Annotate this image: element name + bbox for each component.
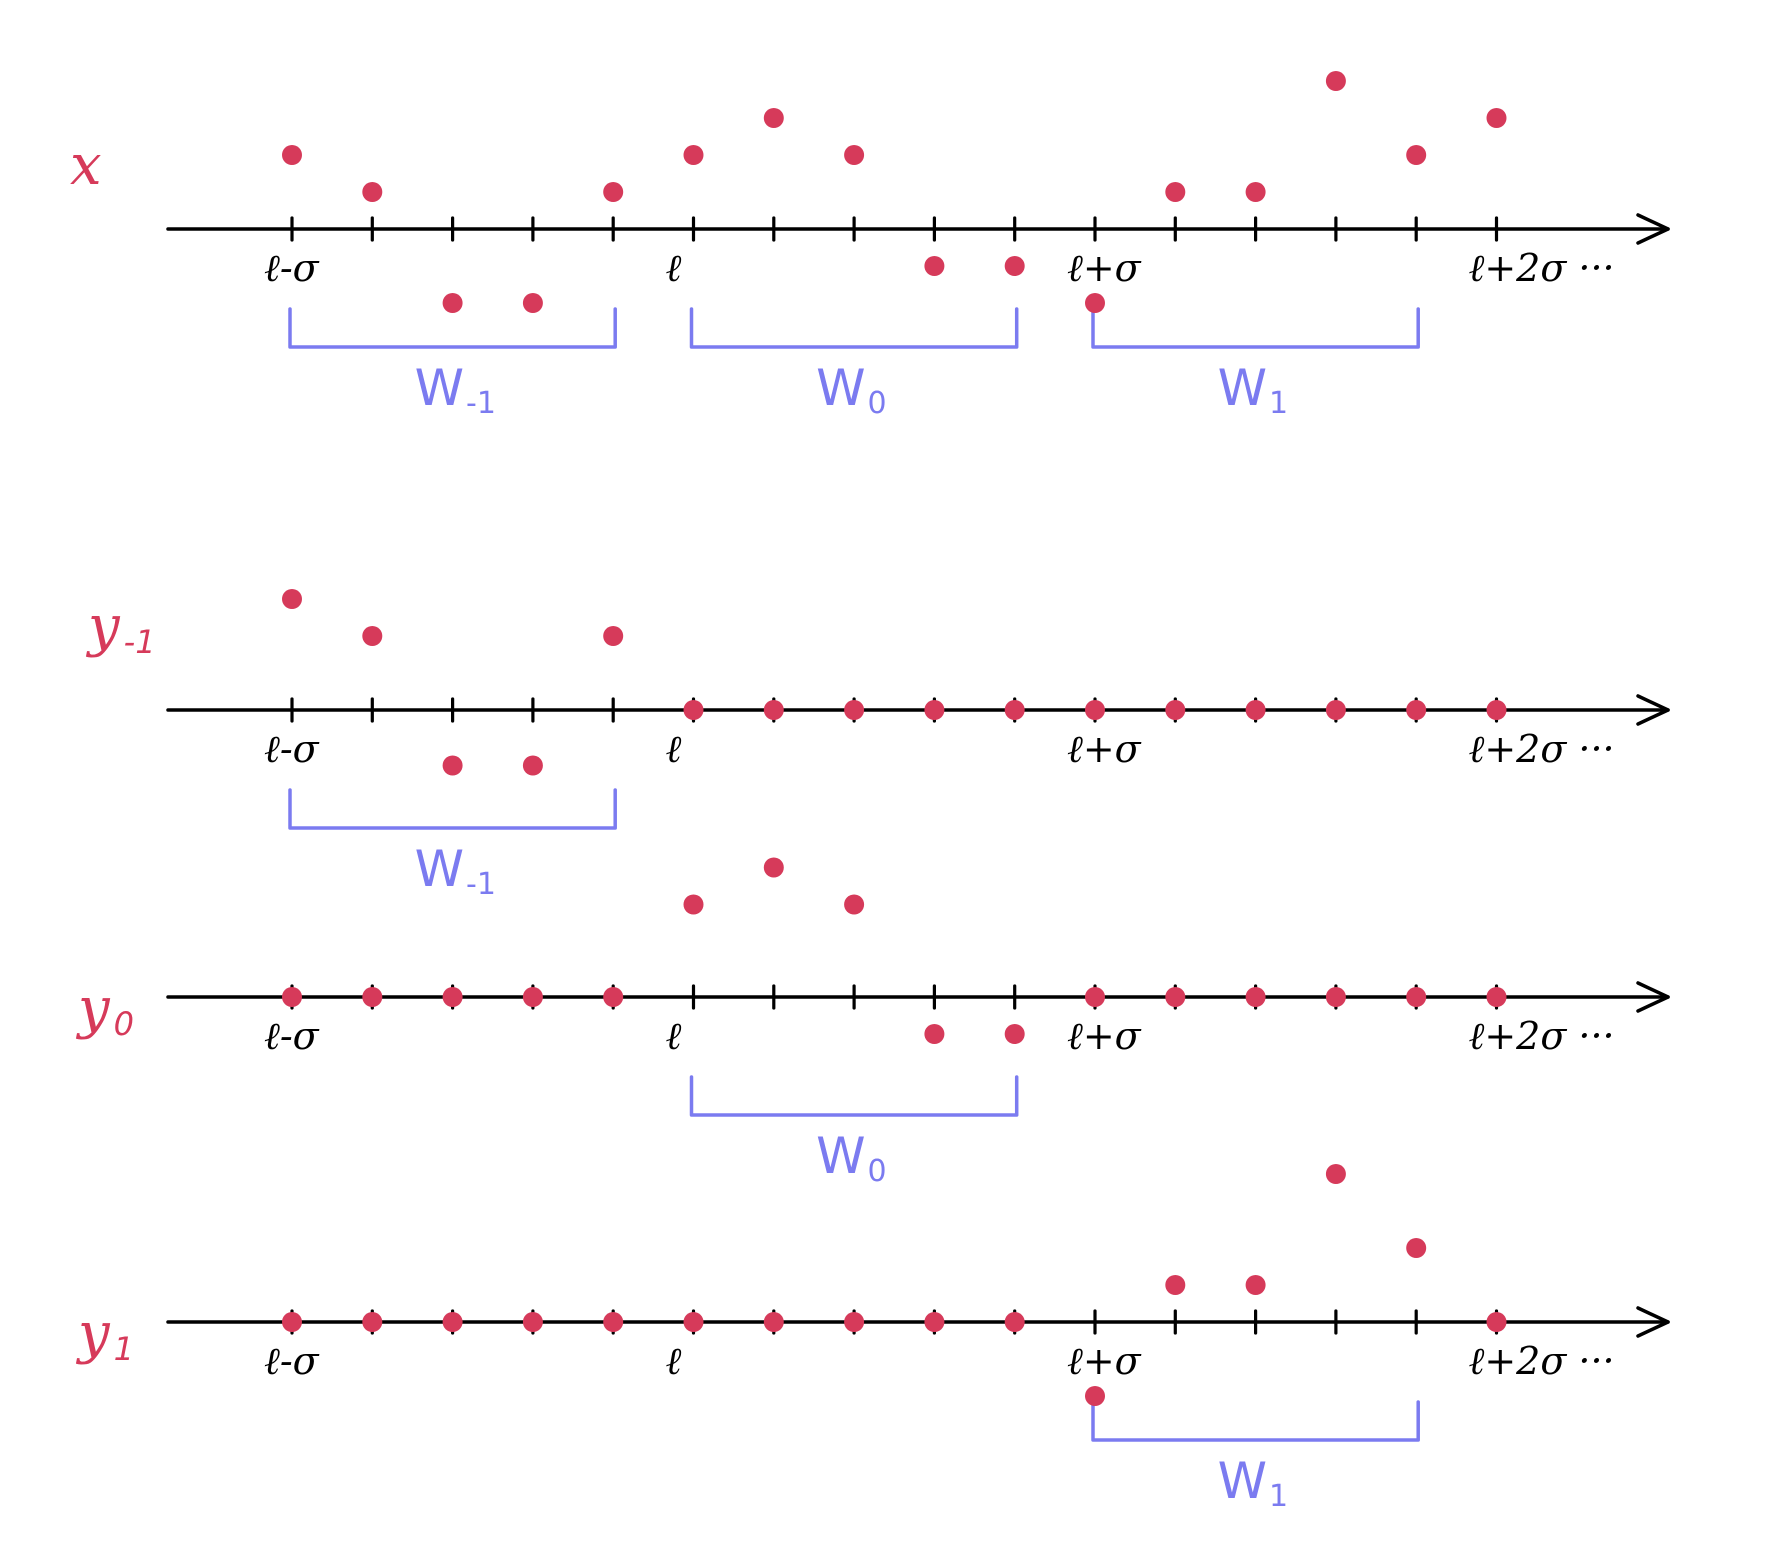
data-point — [603, 987, 623, 1007]
data-point — [844, 145, 864, 165]
tick-label-: ℓ — [665, 727, 682, 771]
data-point — [1165, 1275, 1185, 1295]
tick-label-: ℓ — [665, 1339, 682, 1383]
data-point — [924, 1312, 944, 1332]
data-point — [924, 1024, 944, 1044]
tick-label-: ℓ+σ — [1067, 1014, 1141, 1058]
tick-label-: ℓ-σ — [264, 1339, 319, 1383]
series-label-subscript: 0 — [113, 1005, 134, 1043]
data-point — [764, 858, 784, 878]
data-point — [1326, 71, 1346, 91]
data-point — [1246, 182, 1266, 202]
data-point — [1085, 1386, 1105, 1406]
data-point — [1487, 1312, 1507, 1332]
window-label-w0 — [816, 359, 887, 421]
data-point — [1326, 1164, 1346, 1184]
data-point — [1085, 293, 1105, 313]
window-label-main: W — [816, 1127, 866, 1185]
series-label-y0 — [75, 976, 134, 1043]
window-bracket-w1 — [1093, 1402, 1418, 1440]
series-label-main: x — [70, 133, 102, 198]
data-point — [684, 700, 704, 720]
window-label-subscript: 0 — [867, 386, 887, 421]
tick-label-: ℓ — [665, 1014, 682, 1058]
data-point — [523, 1312, 543, 1332]
data-point — [1326, 700, 1346, 720]
data-point — [1246, 700, 1266, 720]
data-point — [1005, 1312, 1025, 1332]
tick-label-2: ℓ+2σ ··· — [1468, 1339, 1615, 1383]
data-point — [523, 987, 543, 1007]
data-point — [603, 1312, 623, 1332]
window-bracket-w1 — [1093, 309, 1418, 347]
series-panel-x — [70, 71, 1668, 421]
data-point — [764, 1312, 784, 1332]
data-point — [844, 700, 864, 720]
data-point — [1246, 987, 1266, 1007]
series-label-subscript: 1 — [113, 1330, 134, 1368]
window-label-subscript: 1 — [1269, 1479, 1289, 1514]
window-bracket-w1 — [290, 790, 615, 828]
data-point — [1165, 987, 1185, 1007]
data-point — [1406, 700, 1426, 720]
data-point — [1005, 700, 1025, 720]
data-point — [443, 1312, 463, 1332]
window-label-subscript: -1 — [466, 386, 496, 421]
data-point — [443, 756, 463, 776]
tick-label-: ℓ — [665, 246, 682, 290]
series-label-main: y — [78, 1301, 110, 1366]
data-point — [282, 145, 302, 165]
data-point — [282, 1312, 302, 1332]
data-point — [282, 987, 302, 1007]
data-point — [603, 626, 623, 646]
data-point — [1246, 1275, 1266, 1295]
series-label-subscript: -1 — [123, 623, 156, 661]
data-point — [1406, 987, 1426, 1007]
window-label-w1 — [415, 359, 496, 421]
tick-label-: ℓ-σ — [264, 1014, 319, 1058]
window-label-subscript: -1 — [466, 867, 496, 902]
series-label-main: y — [78, 976, 110, 1041]
data-point — [282, 589, 302, 609]
data-point — [603, 182, 623, 202]
window-label-w1 — [1218, 359, 1289, 421]
window-bracket-w1 — [290, 309, 615, 347]
data-point — [362, 182, 382, 202]
tick-label-: ℓ+σ — [1067, 727, 1141, 771]
data-point — [1085, 700, 1105, 720]
tick-label-: ℓ+σ — [1067, 1339, 1141, 1383]
window-label-main: W — [1217, 1452, 1268, 1510]
data-point — [844, 1312, 864, 1332]
data-point — [362, 987, 382, 1007]
data-point — [1085, 987, 1105, 1007]
series-panel-y0 — [75, 858, 1668, 1190]
window-label-subscript: 0 — [867, 1154, 887, 1189]
window-label-main: W — [414, 840, 465, 898]
data-point — [1165, 182, 1185, 202]
data-point — [924, 700, 944, 720]
data-point — [1005, 256, 1025, 276]
data-point — [924, 256, 944, 276]
data-point — [362, 626, 382, 646]
series-label-y1 — [75, 1301, 134, 1368]
data-point — [684, 895, 704, 915]
series-panel-y-1 — [85, 589, 1668, 902]
data-point — [1487, 987, 1507, 1007]
data-point — [523, 293, 543, 313]
data-point — [523, 756, 543, 776]
data-point — [764, 108, 784, 128]
data-point — [362, 1312, 382, 1332]
window-label-w1 — [415, 840, 496, 902]
data-point — [764, 700, 784, 720]
data-point — [844, 895, 864, 915]
tick-label-2: ℓ+2σ ··· — [1468, 1014, 1615, 1058]
tick-label-2: ℓ+2σ ··· — [1468, 246, 1615, 290]
window-label-main: W — [414, 359, 465, 417]
window-label-w1 — [1218, 1452, 1289, 1514]
data-point — [1406, 1238, 1426, 1258]
data-point — [684, 1312, 704, 1332]
data-point — [443, 987, 463, 1007]
tick-label-2: ℓ+2σ ··· — [1468, 727, 1615, 771]
window-bracket-w0 — [692, 1077, 1017, 1115]
window-label-main: W — [816, 359, 866, 417]
tick-label-: ℓ+σ — [1067, 246, 1141, 290]
data-point — [1005, 1024, 1025, 1044]
series-label-x — [70, 133, 102, 198]
series-panel-y1 — [75, 1164, 1668, 1514]
data-point — [443, 293, 463, 313]
window-label-w0 — [816, 1127, 887, 1189]
data-point — [1487, 700, 1507, 720]
data-point — [1487, 108, 1507, 128]
series-label-y-1 — [85, 594, 156, 661]
window-bracket-w0 — [692, 309, 1017, 347]
data-point — [1326, 987, 1346, 1007]
tick-label-: ℓ-σ — [264, 727, 319, 771]
data-point — [1406, 145, 1426, 165]
window-label-main: W — [1217, 359, 1268, 417]
series-label-main: y — [88, 594, 120, 659]
window-label-subscript: 1 — [1269, 386, 1289, 421]
tick-label-: ℓ-σ — [264, 246, 319, 290]
data-point — [1165, 700, 1185, 720]
data-point — [684, 145, 704, 165]
